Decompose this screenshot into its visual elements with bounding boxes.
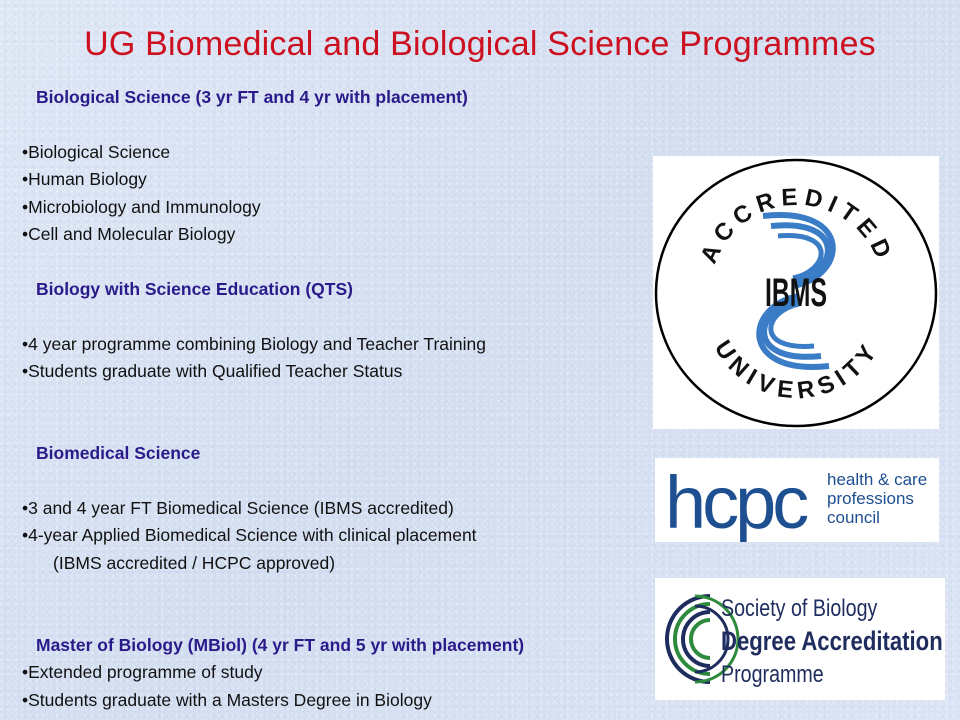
section-heading-biology-education: Biology with Science Education (QTS) [36,278,353,299]
list-item: •Biological Science [22,141,171,162]
list-item: •Students graduate with Qualified Teacher Status [22,361,403,382]
hcpc-line2: professions [827,489,914,508]
sob-line3: Programme [721,660,824,688]
slide-title: UG Biomedical and Biological Science Programmes [84,25,876,63]
programme-list [22,84,642,714]
section-heading-biomedical-science: Biomedical Science [36,443,201,464]
society-of-biology-logo [655,578,945,700]
ibms-center-text: IBMS [765,271,827,316]
list-item: •Microbiology and Immunology [22,196,261,217]
hcpc-line3: council [827,508,880,527]
list-item: •Cell and Molecular Biology [22,224,236,245]
list-item: •4 year programme combining Biology and Teacher Training [22,333,486,354]
list-item: •Extended programme of study [22,662,263,683]
list-item: •Students graduate with a Masters Degree in Biology [22,689,432,710]
sob-line1: Society of Biology [721,594,878,622]
section-heading-mbiol: Master of Biology (MBiol) (4 yr FT and 5 yr with placement) [36,635,525,656]
list-item: •Human Biology [22,169,147,190]
hcpc-mark-text: hcpc [665,461,806,542]
hcpc-logo [655,458,939,542]
ibms-bottom-arc-label: UNIVERSITY [708,335,886,405]
section-heading-biological-science: Biological Science (3 yr FT and 4 yr with placement) [36,87,468,107]
ibms-accredited-logo [653,156,939,429]
list-item: (IBMS accredited / HCPC approved) [53,552,336,573]
list-item: •3 and 4 year FT Biomedical Science (IBMS accredited) [22,498,454,519]
hcpc-line1: health & care [827,470,928,489]
sob-line2: Degree Accreditation [721,627,943,657]
list-item: •4-year Applied Biomedical Science with clinical placement [22,525,477,546]
ibms-top-arc-label: ACCREDITED [695,183,899,268]
